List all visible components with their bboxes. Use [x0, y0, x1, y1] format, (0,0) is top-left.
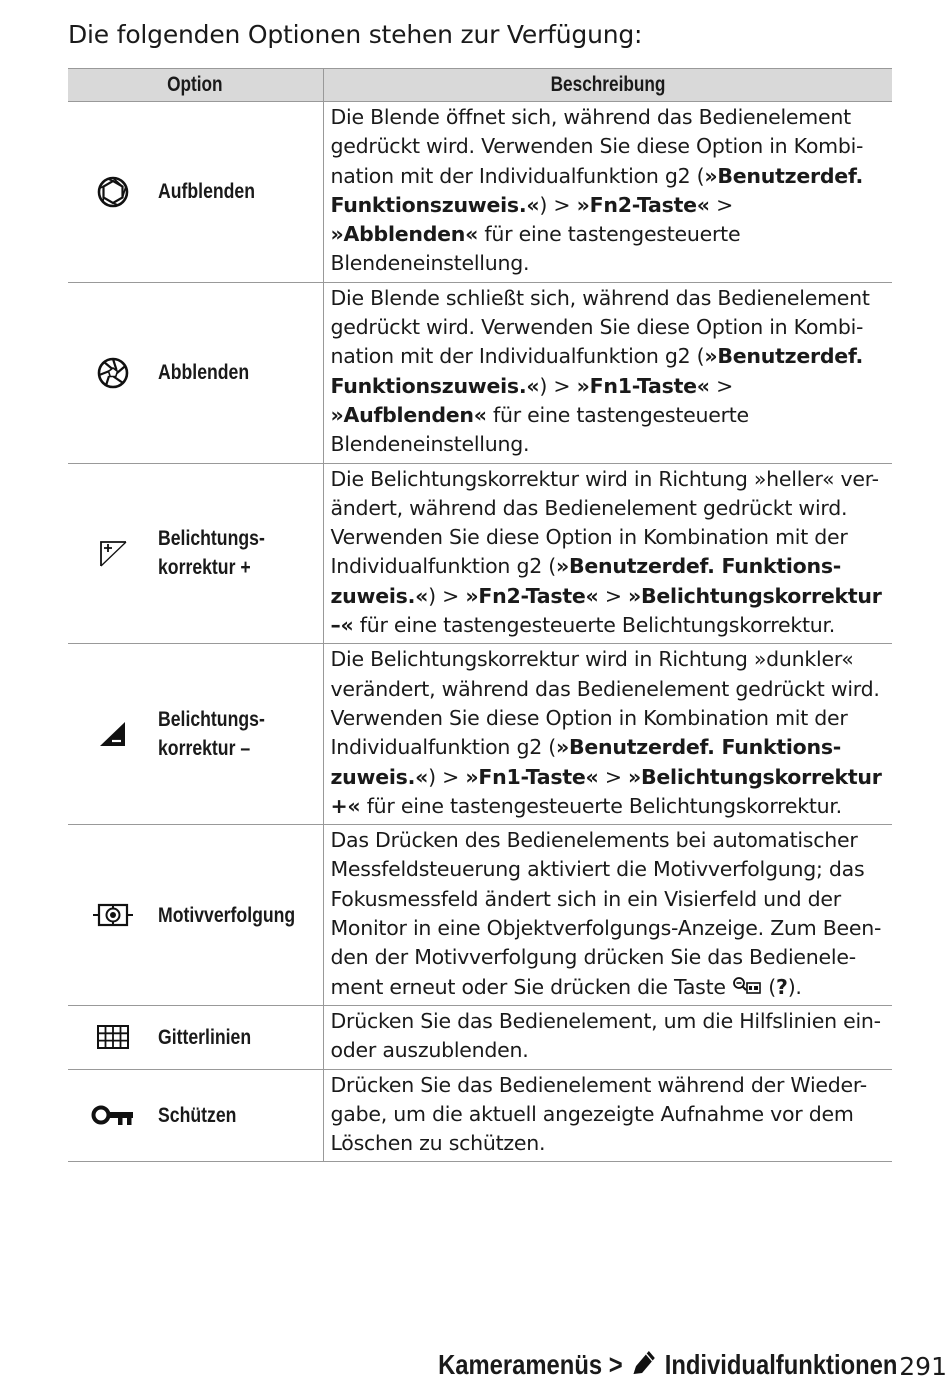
exposure-plus-icon: [68, 538, 158, 568]
options-table: [68, 68, 892, 1162]
table-row: [68, 463, 892, 644]
option-cell: [68, 282, 323, 463]
aperture-open-icon: [68, 175, 158, 209]
option-description: Die Blende öffnet sich, während das Bedienelement gedrückt wird. Verwenden Sie diese Option in Kombi-nation mit der Individualfunktion g2 (»Benutzerdef. Funktionszuweis.«) > »Fn2-Taste« > »Abblenden« für eine tastengesteuerte Blendeneinstellung.: [323, 102, 892, 283]
option-name: Abblenden: [158, 361, 250, 385]
option-cell: [68, 102, 323, 283]
table-row: [68, 644, 892, 825]
option-description: Drücken Sie das Bedienelement, um die Hilfslinien ein- oder auszublenden.: [323, 1005, 892, 1069]
option-name: Schützen: [158, 1103, 237, 1127]
breadcrumb-section: Kameramenüs >: [437, 1348, 623, 1380]
breadcrumb: [438, 1349, 897, 1384]
header-option: Option: [68, 69, 323, 102]
option-cell: [68, 825, 323, 1006]
subject-tracking-icon: [68, 901, 158, 929]
breadcrumb-subsection: Individualfunktionen: [664, 1348, 898, 1380]
header-description: Beschreibung: [323, 69, 892, 102]
table-row: [68, 1069, 892, 1162]
option-cell: [68, 1005, 323, 1069]
option-description: Das Drücken des Bedienelements bei automatischer Messfeldsteuerung aktiviert die Motivverfolgung; das Fokusmessfeld ändert sich in ein Visierfeld und der Monitor in eine Objektverfolgungs-Anzeige. Zum Been-den der Motivverfolgung drücken Sie das Bedienele-ment erneut oder Sie drücken die Taste (?).: [323, 825, 892, 1006]
exposure-minus-icon: [68, 719, 158, 749]
pencil-icon: [631, 1349, 657, 1384]
aperture-close-icon: [68, 356, 158, 390]
option-description: Die Blende schließt sich, während das Bedienelement gedrückt wird. Verwenden Sie diese Option in Kombi-nation mit der Individualfunktion g2 (»Benutzerdef. Funktionszuweis.«) > »Fn1-Taste« > »Aufblenden« für eine tastengesteuerte Blendeneinstellung.: [323, 282, 892, 463]
protect-key-icon: [68, 1102, 158, 1128]
option-description: Die Belichtungskorrektur wird in Richtung »heller« ver-ändert, während das Bedienelement gedrückt wird. Verwenden Sie diese Option in Kombination mit der Individualfunktion g2 (»Benutzerdef. Funktions-zuweis.«) > »Fn2-Taste« > »Belichtungskorrektur –« für eine tastengesteuerte Belichtungskorrektur.: [323, 463, 892, 644]
table-row: [68, 825, 892, 1006]
option-name: Gitterlinien: [158, 1025, 252, 1049]
option-cell: [68, 1069, 323, 1162]
option-name: Belichtungs- korrektur +: [158, 527, 265, 580]
table-row: [68, 102, 892, 283]
zoom-out-icon: [732, 975, 762, 999]
option-description: Die Belichtungskorrektur wird in Richtung »dunkler« verändert, während das Bedienelement gedrückt wird. Verwenden Sie diese Option in Kombination mit der Individualfunktion g2 (»Benutzerdef. Funktions-zuweis.«) > »Fn1-Taste« > »Belichtungskorrektur +« für eine tastengesteuerte Belichtungskorrektur.: [323, 644, 892, 825]
option-description: Drücken Sie das Bedienelement während der Wieder-gabe, um die aktuell angezeigte Aufnahme vor dem Löschen zu schützen.: [323, 1069, 892, 1162]
intro-text: Die folgenden Optionen stehen zur Verfügung:: [68, 20, 643, 49]
page-footer: [357, 1344, 950, 1388]
option-name: Aufblenden: [158, 180, 256, 204]
table-header-row: [68, 69, 892, 102]
grid-icon: [68, 1024, 158, 1050]
table-row: [68, 282, 892, 463]
table-row: [68, 1005, 892, 1069]
option-cell: [68, 463, 323, 644]
option-name: Motivverfolgung: [158, 903, 296, 927]
option-cell: [68, 644, 323, 825]
option-name: Belichtungs- korrektur –: [158, 708, 265, 761]
page-number: 291: [899, 1351, 947, 1381]
